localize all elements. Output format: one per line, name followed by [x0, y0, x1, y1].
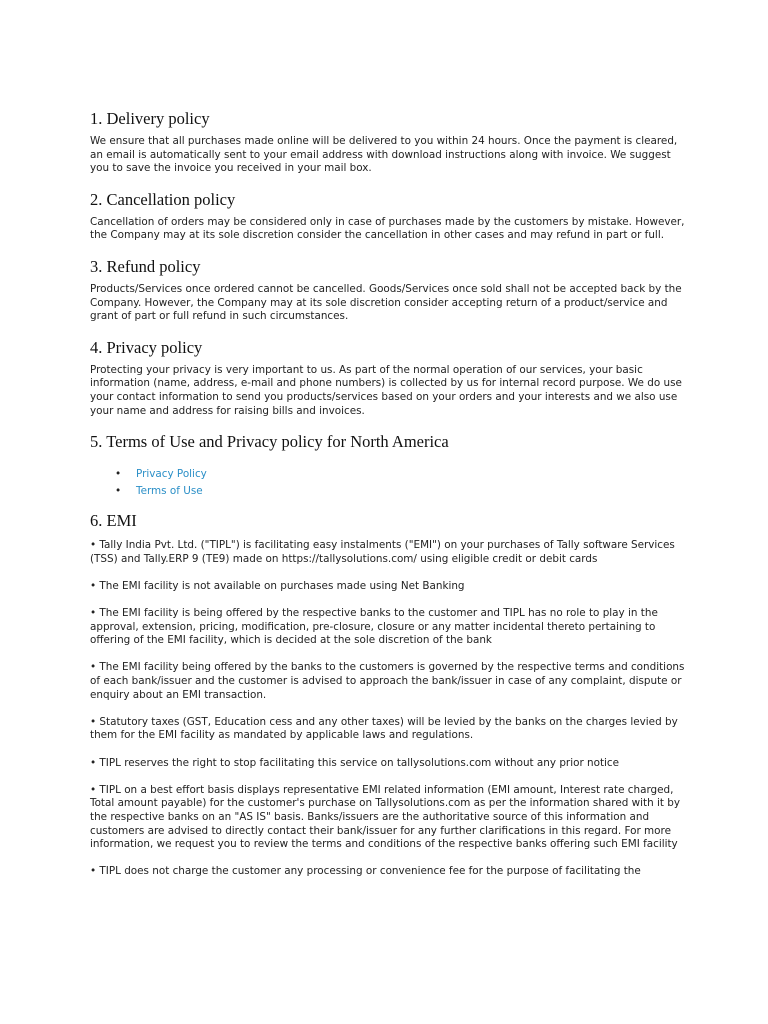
- list-item: [90, 483, 690, 500]
- privacy-policy-link[interactable]: Privacy Policy: [136, 468, 207, 481]
- section-body: Protecting your privacy is very important to us. As part of the normal operation of our services, your basic information (name, address, e-mail and phone numbers) is collected by us for internal record purpose. We do use your contact information to send you products/services based on your orders and your interests and we also use your name and address for raising bills and invoices.: [90, 363, 682, 417]
- list-item: [90, 466, 690, 483]
- section-privacy-policy: [90, 337, 690, 418]
- emi-paragraph: • TIPL reserves the right to stop facilitating this service on tallysolutions.com without any prior notice: [90, 756, 620, 769]
- section-refund-policy: [90, 256, 690, 324]
- emi-paragraph: • The EMI facility is not available on purchases made using Net Banking: [90, 579, 465, 592]
- emi-paragraph: • Statutory taxes (GST, Education cess and any other taxes) will be levied by the banks on the charges levied by them for the EMI facility as mandated by applicable laws and regulations.: [90, 715, 678, 742]
- section-heading: 2. Cancellation policy: [90, 189, 236, 209]
- section-body: We ensure that all purchases made online will be delivered to you within 24 hours. Once the payment is cleared, an email is automatically sent to your email address with download instructions along with invoice. We suggest you to save the invoice you received in your mail box.: [90, 135, 678, 175]
- section-terms-north-america: [90, 431, 690, 500]
- policy-document: [90, 108, 690, 893]
- terms-link-list: [90, 466, 690, 500]
- section-heading: 3. Refund policy: [90, 256, 201, 276]
- section-heading: 5. Terms of Use and Privacy policy for North America: [90, 432, 449, 452]
- bullet-icon: •: [115, 485, 122, 498]
- section-cancellation-policy: [90, 189, 690, 243]
- emi-paragraph: • TIPL does not charge the customer any processing or convenience fee for the purpose of facilitating the: [90, 865, 641, 878]
- emi-paragraph: • Tally India Pvt. Ltd. ("TIPL") is facilitating easy instalments ("EMI") on your purchases of Tally software Services (TSS) and Tally.ERP 9 (TE9) made on https://tallysolutions.com/ using eligible credit or debit cards: [90, 539, 675, 565]
- section-heading: 4. Privacy policy: [90, 337, 203, 357]
- emi-paragraph: • The EMI facility is being offered by the respective banks to the customer and TIPL has no role to play in the approval, extension, pricing, modification, pre-closure, closure or any matter incidental thereto pertaining to offering of the EMI facility, which is decided at the sole discretion of the bank: [90, 607, 658, 647]
- section-body: Cancellation of orders may be considered only in case of purchases made by the customers by mistake. However, the Company may at its sole discretion consider the cancellation in other cases and may refund in part or full.: [90, 215, 685, 242]
- bullet-icon: •: [115, 468, 122, 481]
- emi-paragraph: • The EMI facility being offered by the banks to the customers is governed by the respective terms and conditions of each bank/issuer and the customer is advised to approach the bank/issuer in case of any complaint, dispute or enquiry about an EMI transaction.: [90, 661, 685, 701]
- terms-of-use-link[interactable]: Terms of Use: [136, 485, 203, 498]
- section-heading: 6. EMI: [90, 511, 137, 531]
- section-emi: [90, 510, 690, 879]
- section-heading: 1. Delivery policy: [90, 109, 210, 128]
- section-delivery-policy: [90, 108, 690, 176]
- section-body: Products/Services once ordered cannot be cancelled. Goods/Services once sold shall not be accepted back by the Company. However, the Company may at its sole discretion consider accepting return of a product/service and grant of part or full refund in such circumstances.: [90, 282, 682, 323]
- emi-paragraph: • TIPL on a best effort basis displays representative EMI related information (EMI amount, Interest rate charged, Total amount payable) for the customer's purchase on Tallysolutions.com as per the information shared with it by the respective banks on an "AS IS" basis. Banks/issuers are the authoritative source of this information and customers are advised to directly contact their bank/issuer for any further clarifications in this regard. For more information, we request you to review the terms and conditions of the respective banks offering such EMI facility: [90, 783, 680, 851]
